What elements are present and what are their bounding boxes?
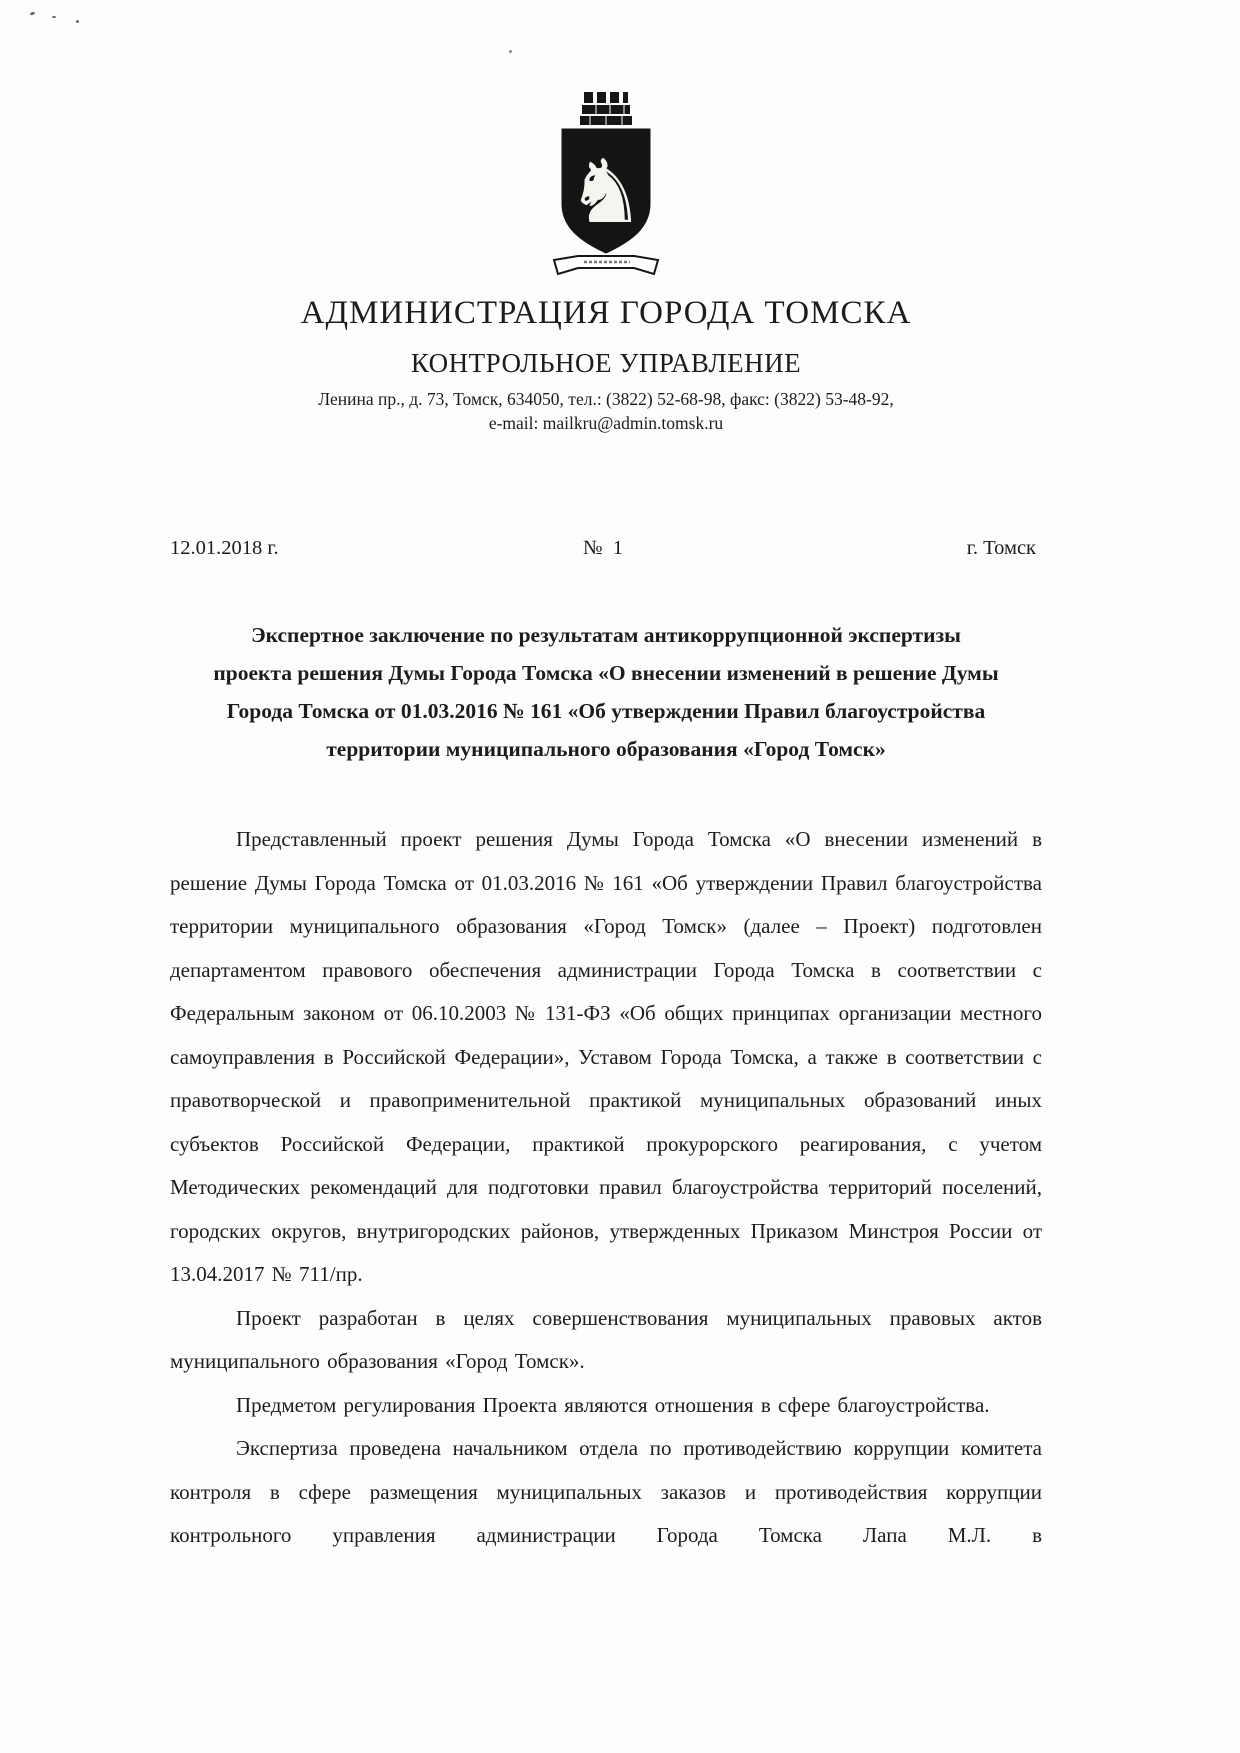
- title-line: территории муниципального образования «Город Томск»: [326, 737, 886, 761]
- title-line: проекта решения Думы Города Томска «О внесении изменений в решение Думы: [213, 661, 999, 685]
- document-title: [170, 616, 1042, 768]
- department-name: КОНТРОЛЬНОЕ УПРАВЛЕНИЕ: [410, 348, 802, 378]
- document-date: 12.01.2018 г.: [170, 537, 279, 559]
- document-number: № 1: [582, 537, 624, 559]
- email-line: e-mail: mailkru@admin.tomsk.ru: [488, 413, 724, 433]
- address-line: Ленина пр., д. 73, Томск, 634050, тел.: (3822) 52-68-98, факс: (3822) 53-48-92,: [318, 389, 894, 409]
- document-body: [170, 818, 1042, 1558]
- paragraph: Экспертиза проведена начальником отдела по противодействию коррупции комитета контроля в сфере размещения муниципальных заказов и противодействия коррупции контрольного управления администрации Города Томска Лапа М.Л. в: [170, 1436, 1042, 1547]
- title-line: Экспертное заключение по результатам антикоррупционной экспертизы: [251, 623, 961, 647]
- horse-icon: ♞: [566, 140, 646, 243]
- paragraph: Предметом регулирования Проекта являются отношения в сфере благоустройства.: [236, 1392, 990, 1417]
- scan-speck: [30, 11, 36, 16]
- document-meta-row: [170, 537, 1042, 560]
- paragraph: Проект разработан в целях совершенствования муниципальных правовых актов муниципального образования «Город Томск».: [170, 1305, 1042, 1373]
- scan-speck: [76, 20, 79, 23]
- paragraph: Представленный проект решения Думы Города Томска «О внесении изменений в решение Думы Города Томска от 01.03.2016 № 161 «Об утверждении Правил благоустройства территории муниципального образования «Город Томск» (далее – Проект) подготовлен департаментом правового обеспечения администрации Города Томска в соответствии с Федеральным законом от 06.10.2003 № 131-ФЗ «Об общих принципах организации местного самоуправления в Российской Федерации», Уставом Города Томска, а также в соответствии с правотворческой и правоприменительной практикой муниципальных образований иных субъектов Российской Федерации, практикой прокурорского реагирования, с учетом Методических рекомендаций для подготовки правил благоустройства территорий поселений, городских округов, внутригородских районов, утвержденных Приказом Минстроя России от 13.04.2017 № 711/пр.: [170, 827, 1042, 1286]
- title-line: Города Томска от 01.03.2016 № 161 «Об утверждении Правил благоустройства: [226, 699, 986, 723]
- tomsk-coat-of-arms-icon: [540, 84, 672, 283]
- document-content: [170, 0, 1042, 1558]
- scan-speck: [52, 16, 56, 18]
- coat-of-arms-graphic: [540, 84, 672, 278]
- contact-block: [170, 387, 1042, 435]
- document-city: г. Томск: [966, 537, 1037, 559]
- organization-name: АДМИНИСТРАЦИЯ ГОРОДА ТОМСКА: [300, 295, 912, 331]
